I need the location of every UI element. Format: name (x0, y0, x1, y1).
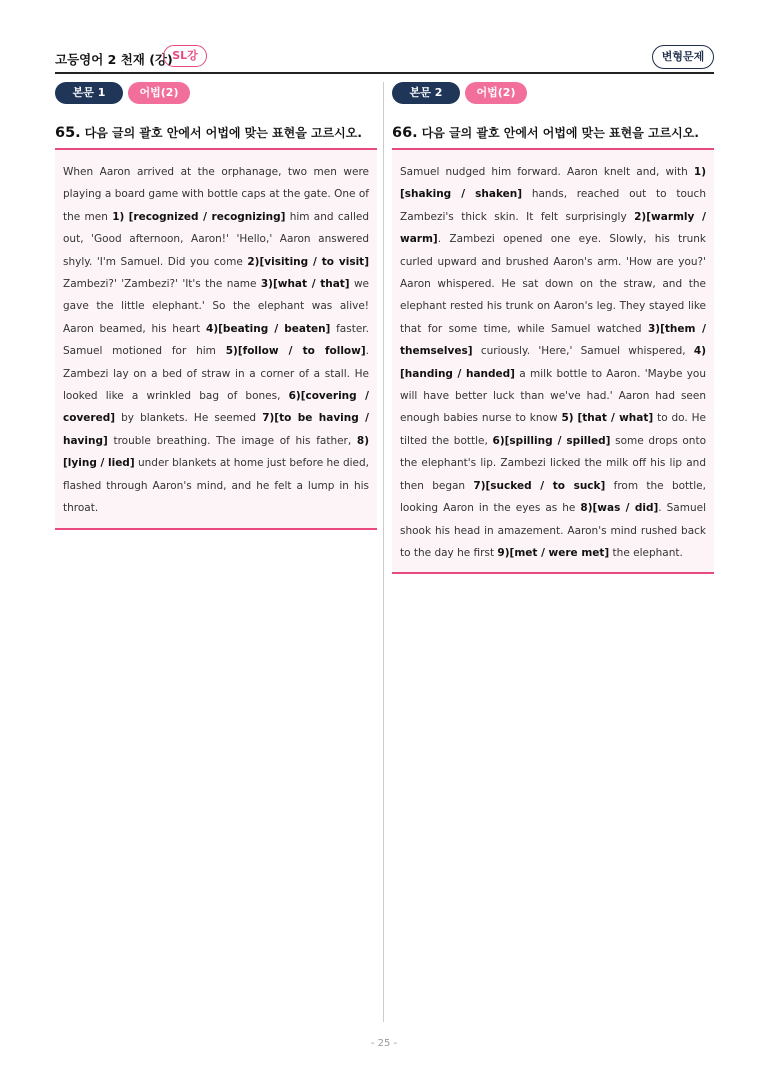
answer-choice: 8)[lying / lied] (63, 434, 369, 470)
answer-choice: 8)[was / did] (580, 502, 659, 515)
answer-choice: 3)[what / that] (260, 278, 350, 291)
passage-segment: trouble breathing. The image of his father, (107, 434, 357, 447)
answer-choice: 2)[visiting / to visit] (247, 255, 369, 268)
passage-box (55, 150, 377, 528)
variant-badge: 변형문제 (652, 45, 714, 69)
passage-segment: to do. He tilted the bottle, (400, 412, 707, 447)
passage-segment: When Aaron arrived at the orphanage, two men were playing a board game with bottle caps at the gate. One of the men (63, 166, 369, 223)
passage-box (392, 150, 714, 572)
passage-segment: from the bottle, looking Aaron in the eyes as he (400, 479, 706, 515)
question-instruction: 다음 글의 괄호 안에서 어법에 맞는 표현을 고르시오. (84, 126, 362, 140)
answer-choice: 1)[shaking / shaken] (400, 166, 706, 201)
passage-segment: Samuel nudged him forward. Aaron knelt and, with (400, 166, 694, 178)
passage-segment: hands, reached out to touch Zambezi's thick skin. It felt surprisingly (400, 188, 706, 223)
answer-choice: 6)[spilling / spilled] (492, 434, 611, 447)
answer-choice: 5) (561, 412, 574, 425)
sl-badge: SL강 (163, 45, 207, 67)
passage-segment: . Zambezi lay on a bed of straw in a corner of a stall. He looked like a wrinkled bag of bones, (63, 345, 369, 403)
question-title (392, 124, 699, 141)
passage-box-bottom-border (392, 572, 714, 574)
answer-choice: 6)[covering / covered] (63, 390, 369, 425)
passage-segment: . Samuel shook his head in amazement. Aaron's mind rushed back to the day he first (400, 502, 706, 559)
answer-choice: 2)[warmly / warm] (400, 210, 706, 246)
passage-segment: some drops onto the elephant's lip. Zambezi licked the milk off his lip and then began (400, 434, 707, 492)
answer-choice: [recognized / recognizing] (128, 210, 286, 223)
answer-choice: 4)[beating / beaten] (206, 322, 331, 335)
answer-choice: 7)[to be having / having] (63, 412, 369, 447)
passage-segment: by blankets. He seemed (115, 412, 263, 425)
question-title (55, 124, 362, 141)
type-tag: 어법(2) (128, 82, 190, 104)
question-instruction: 다음 글의 괄호 안에서 어법에 맞는 표현을 고르시오. (421, 126, 699, 140)
book-title: 고등영어 2 천재 (강) (55, 52, 173, 67)
passage-segment: the elephant. (609, 546, 683, 559)
passage-segment: faster. Samuel motioned for him (63, 322, 369, 358)
answer-choice: 9)[met / were met] (497, 546, 610, 559)
answer-choice: 3)[them / themselves] (400, 322, 707, 358)
passage-text (392, 150, 714, 572)
passage-tag: 본문 2 (392, 82, 460, 104)
header-rule (55, 72, 714, 74)
passage-segment: under blankets at home just before he died, flashed through Aaron's mind, and he felt a lump in his throat. (63, 457, 369, 515)
type-tag: 어법(2) (465, 82, 527, 104)
passage-segment: we gave the little elephant.' So the elephant was alive! Aaron beamed, his heart (63, 278, 370, 335)
question-number: 66. (392, 125, 418, 141)
column-divider (383, 82, 384, 1022)
page-number: - 25 - (370, 1038, 398, 1049)
passage-segment: . Zambezi opened one eye. Slowly, his trunk curled upward and brushed Aaron's arm. 'How are you?' Aaron whispered. He sat down on the straw, and the elephant rested his trunk on Aaron's leg. They stayed like that for some time, while Samuel watched (400, 233, 706, 335)
answer-choice: 1) (112, 210, 125, 223)
passage-tag: 본문 1 (55, 82, 123, 104)
answer-choice: [that / what] (577, 412, 654, 425)
answer-choice: 4)[handing / handed] (400, 345, 706, 380)
passage-segment: a milk bottle to Aaron. 'Maybe you will have better luck than we've had.' Aaron had seen enough babies nurse to know (400, 367, 706, 425)
passage-segment: curiously. 'Here,' Samuel whispered, (472, 345, 694, 358)
passage-segment: Zambezi?' 'Zambezi?' 'It's the name (63, 278, 261, 291)
answer-choice: 5)[follow / to follow] (225, 345, 366, 358)
page-header (55, 45, 714, 75)
passage-segment: him and called out, 'Good afternoon, Aaron!' 'Hello,' Aaron answered shyly. 'I'm Samuel. Did you come (63, 210, 370, 268)
answer-choice: 7)[sucked / to suck] (473, 479, 606, 492)
passage-box-bottom-border (55, 528, 377, 530)
question-number: 65. (55, 125, 81, 141)
passage-text (55, 150, 377, 528)
